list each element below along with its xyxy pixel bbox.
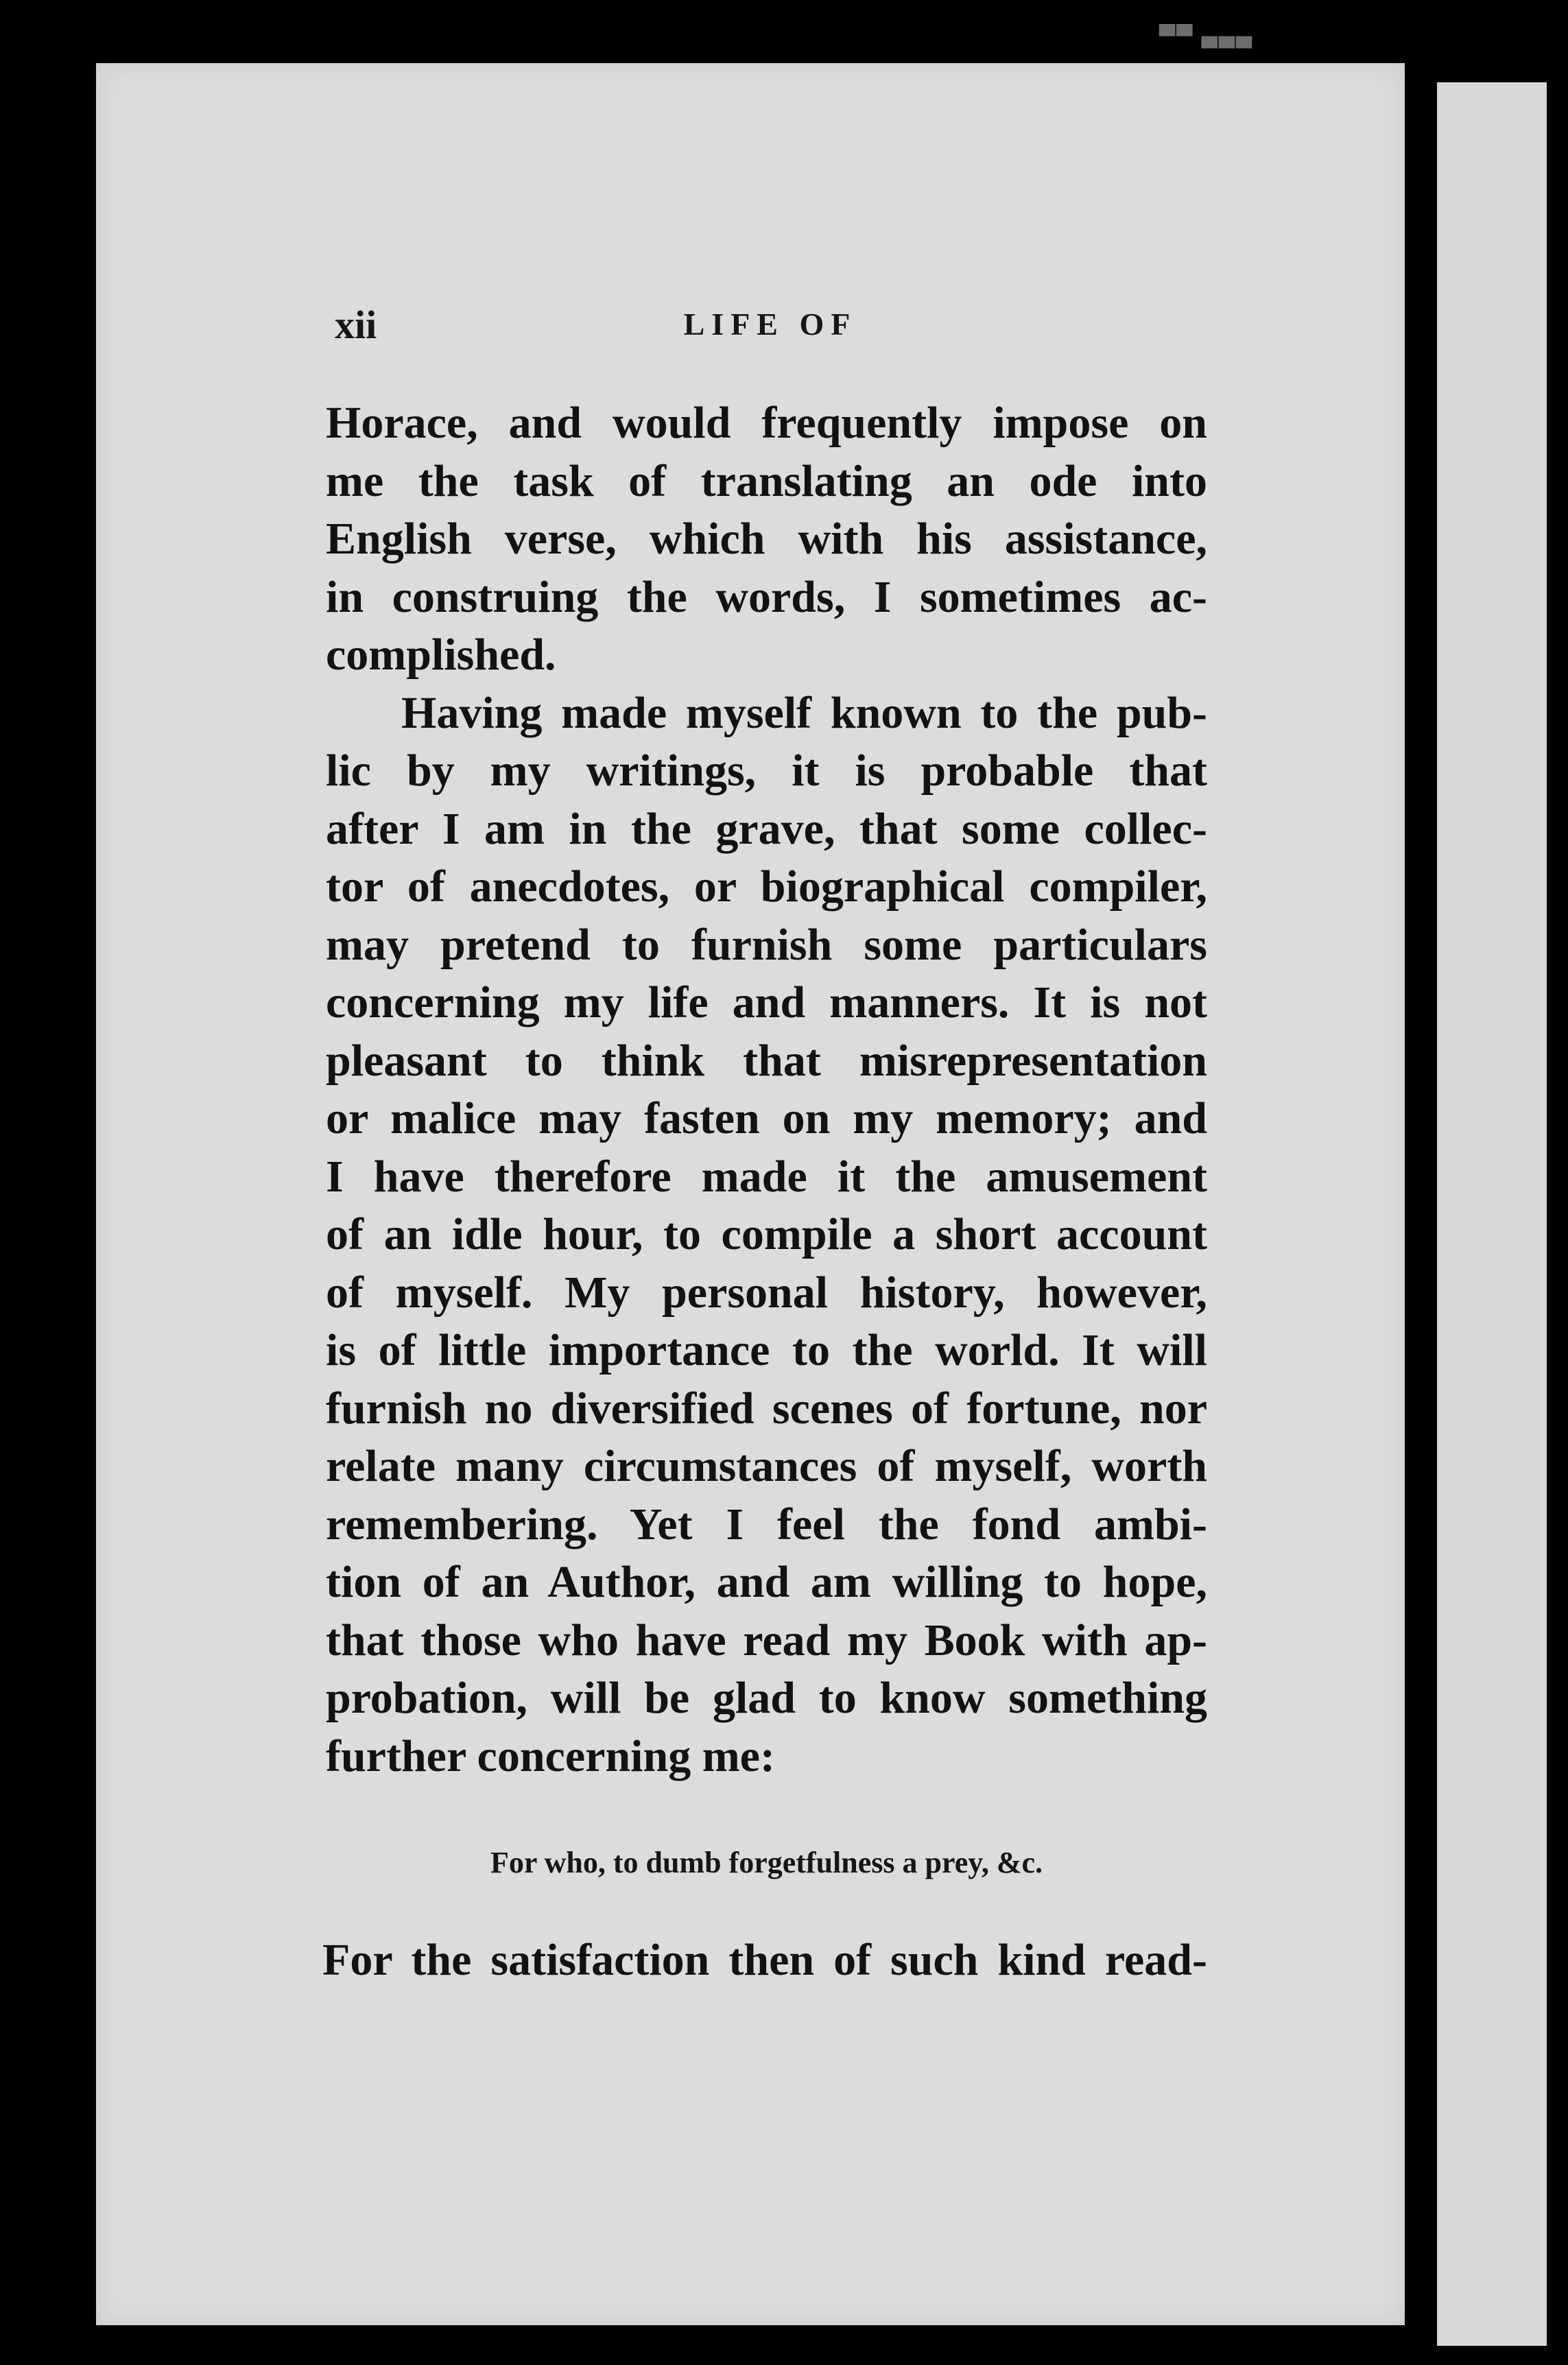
text-line: may pretend to furnish some particulars [326,919,1207,970]
text-line: in construing the words, I sometimes ac- [326,571,1207,622]
page-number: xii [335,302,377,347]
text-line: probation, will be glad to know something [326,1673,1207,1723]
text-line: complished. [326,630,556,680]
text-line: me the task of translating an ode into [326,455,1207,506]
text-line: tor of anecdotes, or biographical compiler, [326,861,1207,912]
facing-page-edge [1437,82,1547,2346]
text-line: English verse, which with his assistance, [326,514,1207,564]
text-line: remembering. Yet I feel the fond ambi- [326,1499,1207,1549]
text-line: of myself. My personal history, however, [326,1267,1207,1318]
text-line: pleasant to think that misrepresentation [326,1035,1207,1086]
text-line: that those who have read my Book with ap- [326,1615,1207,1665]
text-line: Having made myself known to the pub- [401,687,1207,738]
text-line: tion of an Author, and am willing to hope, [326,1557,1207,1607]
paragraph-1 [326,394,1207,685]
closing-line: For the satisfaction then of such kind read- [322,1935,1207,1985]
text-line: further concerning me: [326,1731,775,1781]
text-line: after I am in the grave, that some collec- [326,803,1207,854]
body-text [326,394,1207,1785]
page-gutter [1405,63,1437,2365]
text-line: lic by my writings, it is probable that [326,746,1207,796]
page-header [335,302,1206,357]
text-line: of an idle hour, to compile a short account [326,1209,1207,1259]
text-line: I have therefore made it the amusement [326,1151,1207,1202]
text-line: concerning my life and manners. It is not [326,977,1207,1027]
running-head: LIFE OF [683,307,857,342]
text-line: or malice may fasten on my memory; and [326,1093,1207,1143]
text-line: relate many circumstances of myself, worth [326,1441,1207,1491]
quotation: For who, to dumb forgetfulness a prey, &c. [490,1846,1043,1879]
scan-mark: ▀▀ ▄▄▄ [1159,25,1253,49]
paragraph-2 [326,685,1207,1786]
text-line: Horace, and would frequently impose on [326,398,1207,448]
text-line: furnish no diversified scenes of fortune, nor [326,1383,1207,1434]
text-line: is of little importance to the world. It will [326,1325,1207,1375]
